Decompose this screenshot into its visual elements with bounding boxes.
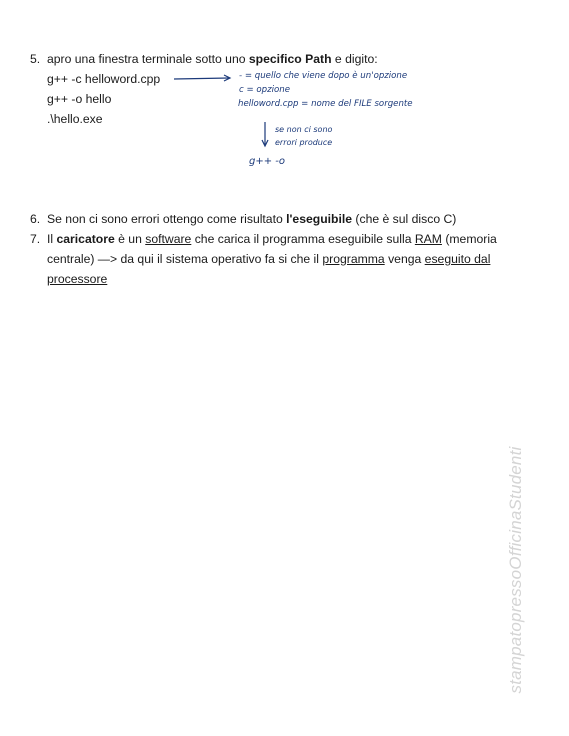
item-6-bold: l'eseguibile: [286, 212, 353, 226]
item-7-p5: centrale) —> da qui il sistema operativo fa si che il: [47, 252, 323, 266]
handwritten-arrow-note-1: se non ci sono: [275, 125, 333, 134]
list-number-6: 6.: [30, 212, 41, 226]
item-7-line-2: [47, 251, 490, 267]
item-5-text: [47, 51, 378, 67]
item-7-line-1: [47, 231, 497, 247]
item-7-p3: che carica il programma eseguibile sulla: [191, 232, 415, 246]
item-6-text: [47, 211, 456, 227]
item-6-text-before: Se non ci sono errori ottengo come risultato: [47, 212, 287, 226]
command-compile: g++ -c helloword.cpp: [47, 72, 161, 86]
item-7-p4: (memoria: [441, 232, 497, 246]
item-7-underline-programma: programma: [322, 252, 385, 266]
item-7-bold: caricatore: [56, 232, 115, 246]
watermark: stampatopressoOfficinaStudenti: [506, 446, 525, 694]
list-number-7: 7.: [30, 232, 41, 246]
handwritten-note-2: c = opzione: [239, 85, 290, 95]
item-5-text-after: e digito:: [331, 52, 378, 66]
command-run: .\hello.exe: [47, 112, 103, 126]
item-7-line-3: [47, 271, 107, 287]
list-number-5: 5.: [30, 52, 41, 66]
item-7-underline-software: software: [145, 232, 192, 246]
item-7-underline-ram: RAM: [414, 232, 442, 246]
item-7-p6: venga: [384, 252, 425, 266]
item-7-underline-processore: processore: [47, 272, 108, 286]
handwritten-arrow-note-2: errori produce: [275, 138, 333, 147]
handwritten-result: g++ -o: [249, 156, 286, 167]
handwritten-note-3: helloword.cpp = nome del FILE sorgente: [238, 99, 413, 109]
item-5-bold: specifico Path: [248, 52, 332, 66]
item-7-p1: Il: [47, 232, 57, 246]
item-6-text-after: (che è sul disco C): [352, 212, 457, 226]
item-7-p2: è un: [114, 232, 146, 246]
command-link: g++ -o hello: [47, 92, 112, 106]
item-5-text-before: apro una finestra terminale sotto uno: [47, 52, 249, 66]
handwritten-note-1: - = quello che viene dopo è un'opzione: [239, 71, 408, 81]
item-7-underline-eseguito: eseguito dal: [424, 252, 491, 266]
